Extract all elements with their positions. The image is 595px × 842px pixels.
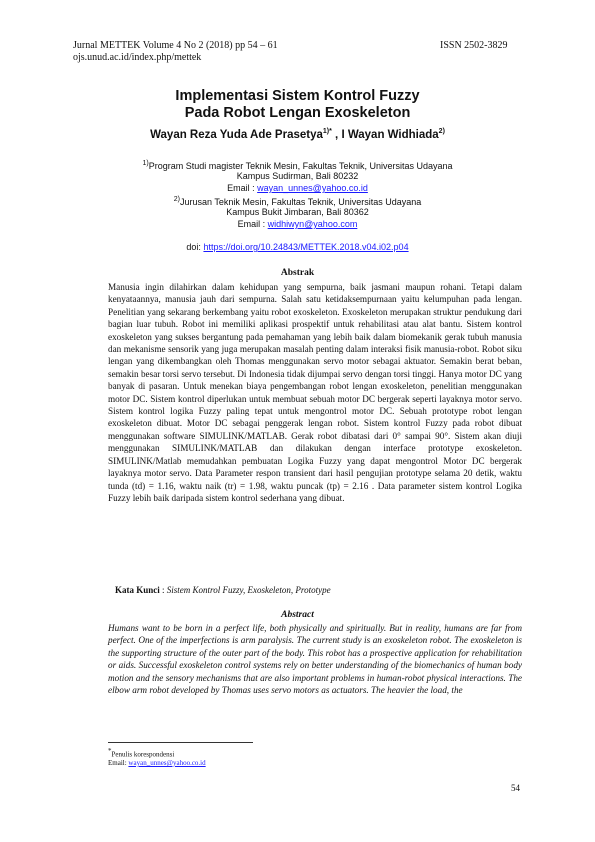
affiliation-1-text: Program Studi magister Teknik Mesin, Fakultas Teknik, Universitas Udayana bbox=[148, 161, 453, 171]
affiliation-1-line2: Kampus Sudirman, Bali 80232 bbox=[236, 171, 359, 181]
paper-title-line1: Implementasi Sistem Kontrol Fuzzy bbox=[175, 88, 420, 104]
author-1: Wayan Reza Yuda Ade Prasetya bbox=[150, 128, 323, 141]
journal-header: Jurnal METTEK Volume 4 No 2 (2018) pp 54 – 61 bbox=[73, 40, 278, 51]
authors bbox=[0, 128, 595, 141]
affiliation-2-sup: 2) bbox=[173, 196, 180, 203]
footnote-label: Penulis korespondensi bbox=[111, 750, 175, 759]
affiliation-1-email bbox=[0, 182, 595, 194]
affiliation-2-text: Jurusan Teknik Mesin, Fakultas Teknik, Universitas Udayana bbox=[179, 197, 422, 207]
email-label: Email : bbox=[227, 183, 258, 193]
author-separator: , bbox=[331, 128, 342, 141]
footnote-email-label: Email: bbox=[108, 759, 129, 767]
abstrak-text: Manusia ingin dilahirkan dalam kehidupan yang sempurna, baik jasmani maupun rohani. Tetapi dalam kenyataannya, manusia jauh dari sempurna. Salah satu ketidaksempurnaan yaitu kelumpuhan pada lengan. Penelitian yang sekarang berkembang yaitu robot exoskeleton. Exoskeleton merupakan struktur pendukung dari bagian luar tubuh. Robot ini memiliki aplikasi prospektif untuk rehabilitasi atau alat bantu. Sistem kontrol exoskeleton yang sukses bergantung pada pemahaman yang lebih baik dalam biomekanik gerak tubuh manusia dan mekanisme sensorik yang juga merupakan masalah penting dalam interaksi fisik manusia-robot. Robot siku lengan yang dikembangkan oleh Thomas menggunakan servo motor sebagai aktuator. Semakin berat beban, semakin besar torsi servo tersebut. Di Indonesia tidak dijumpai servo dengan torsi tinggi. Hanya motor DC yang banyak di pasaran. Untuk menekan biaya pengembangan robot lengan exoskeleton, penelitian menggunakan motor DC. Sistem kontrol diperlukan untuk membuat sebuah motor DC bergerak seperti layaknya motor servo. Sistem kontrol logika Fuzzy paling tepat untuk mengontrol motor DC. Sebuah prototype robot lengan exoskeleton dibuat. Motor DC sebagai penggerak lengan robot. Sistem kontrol Fuzzy pada robot dibuat menggunakan software SIMULINK/MATLAB. Gerak robot dibatasi dari 0° sampai 90°. Sistem akan diuji menggunakan SIMULINK/MATLAB dan dilakukan dengan interface prototype exoskeleton. SIMULINK/Matlab memudahkan pembuatan Logika Fuzzy yang dapat mengontrol Motor DC bergerak layaknya motor servo. Data Parameter respon transient dari hasil pengujian prototype selama 20 detik, waktu tunda (td) = 1.16, waktu naik (tr) = 1.98, waktu puncak (tp) = 2.16 . Data parameter sistem kontrol Logika Fuzzy lebih baik daripada sistem kontrol sederhana yang dibuat. bbox=[108, 282, 522, 503]
keywords bbox=[115, 585, 331, 595]
doi-line bbox=[0, 241, 595, 253]
footnote-sup: * bbox=[108, 747, 112, 755]
footnote-email bbox=[108, 759, 206, 768]
author-2: I Wayan Widhiada bbox=[341, 128, 439, 141]
abstract-heading: Abstract bbox=[281, 610, 314, 620]
affiliation-2-email bbox=[0, 218, 595, 230]
author-2-sup: 2) bbox=[438, 128, 445, 135]
doi-label: doi: bbox=[186, 242, 204, 252]
email-link-1[interactable]: wayan_unnes@yahoo.co.id bbox=[257, 183, 368, 193]
journal-url: ojs.unud.ac.id/index.php/mettek bbox=[73, 52, 202, 63]
issn: ISSN 2502-3829 bbox=[440, 40, 508, 51]
keywords-separator: : bbox=[159, 585, 167, 595]
abstract-text: Humans want to be born in a perfect life, both physically and spiritually. But in reality, humans are far from perfect. One of the imperfections is arm paralysis. The current study is an exoskeleton robot. The exoskeleton is the supporting structure of the outer part of the body. This robot has a prospective application for rehabilitation or aids. Successful exoskeleton control systems rely on better understanding of the biomechanics of human body motion and the sensory mechanisms that are also important problems in human-robot physical interactions. The elbow arm robot developed by Thomas uses servo motors as actuators. The heavier the load, the bbox=[108, 623, 522, 696]
footnote-email-link[interactable]: wayan_unnes@yahoo.co.id bbox=[128, 759, 206, 767]
affiliation-1-sup: 1) bbox=[142, 160, 149, 167]
email-label: Email : bbox=[237, 219, 268, 229]
abstract-body bbox=[108, 622, 522, 696]
affiliation-2-line2: Kampus Bukit Jimbaran, Bali 80362 bbox=[226, 207, 369, 217]
abstrak-heading: Abstrak bbox=[280, 268, 315, 278]
footnote-divider bbox=[108, 742, 253, 743]
page-number: 54 bbox=[511, 783, 520, 793]
paper-title-line2: Pada Robot Lengan Exoskeleton bbox=[184, 105, 411, 121]
author-1-sup: 1)* bbox=[322, 128, 332, 135]
footnote-correspondence bbox=[108, 747, 174, 759]
doi-link[interactable]: https://doi.org/10.24843/METTEK.2018.v04.i02.p04 bbox=[203, 242, 409, 252]
abstrak-body bbox=[108, 281, 522, 504]
keywords-text: Sistem Kontrol Fuzzy, Exoskeleton, Prototype bbox=[166, 585, 331, 595]
email-link-2[interactable]: widhiwyn@yahoo.com bbox=[267, 219, 358, 229]
keywords-label: Kata Kunci bbox=[115, 585, 160, 595]
